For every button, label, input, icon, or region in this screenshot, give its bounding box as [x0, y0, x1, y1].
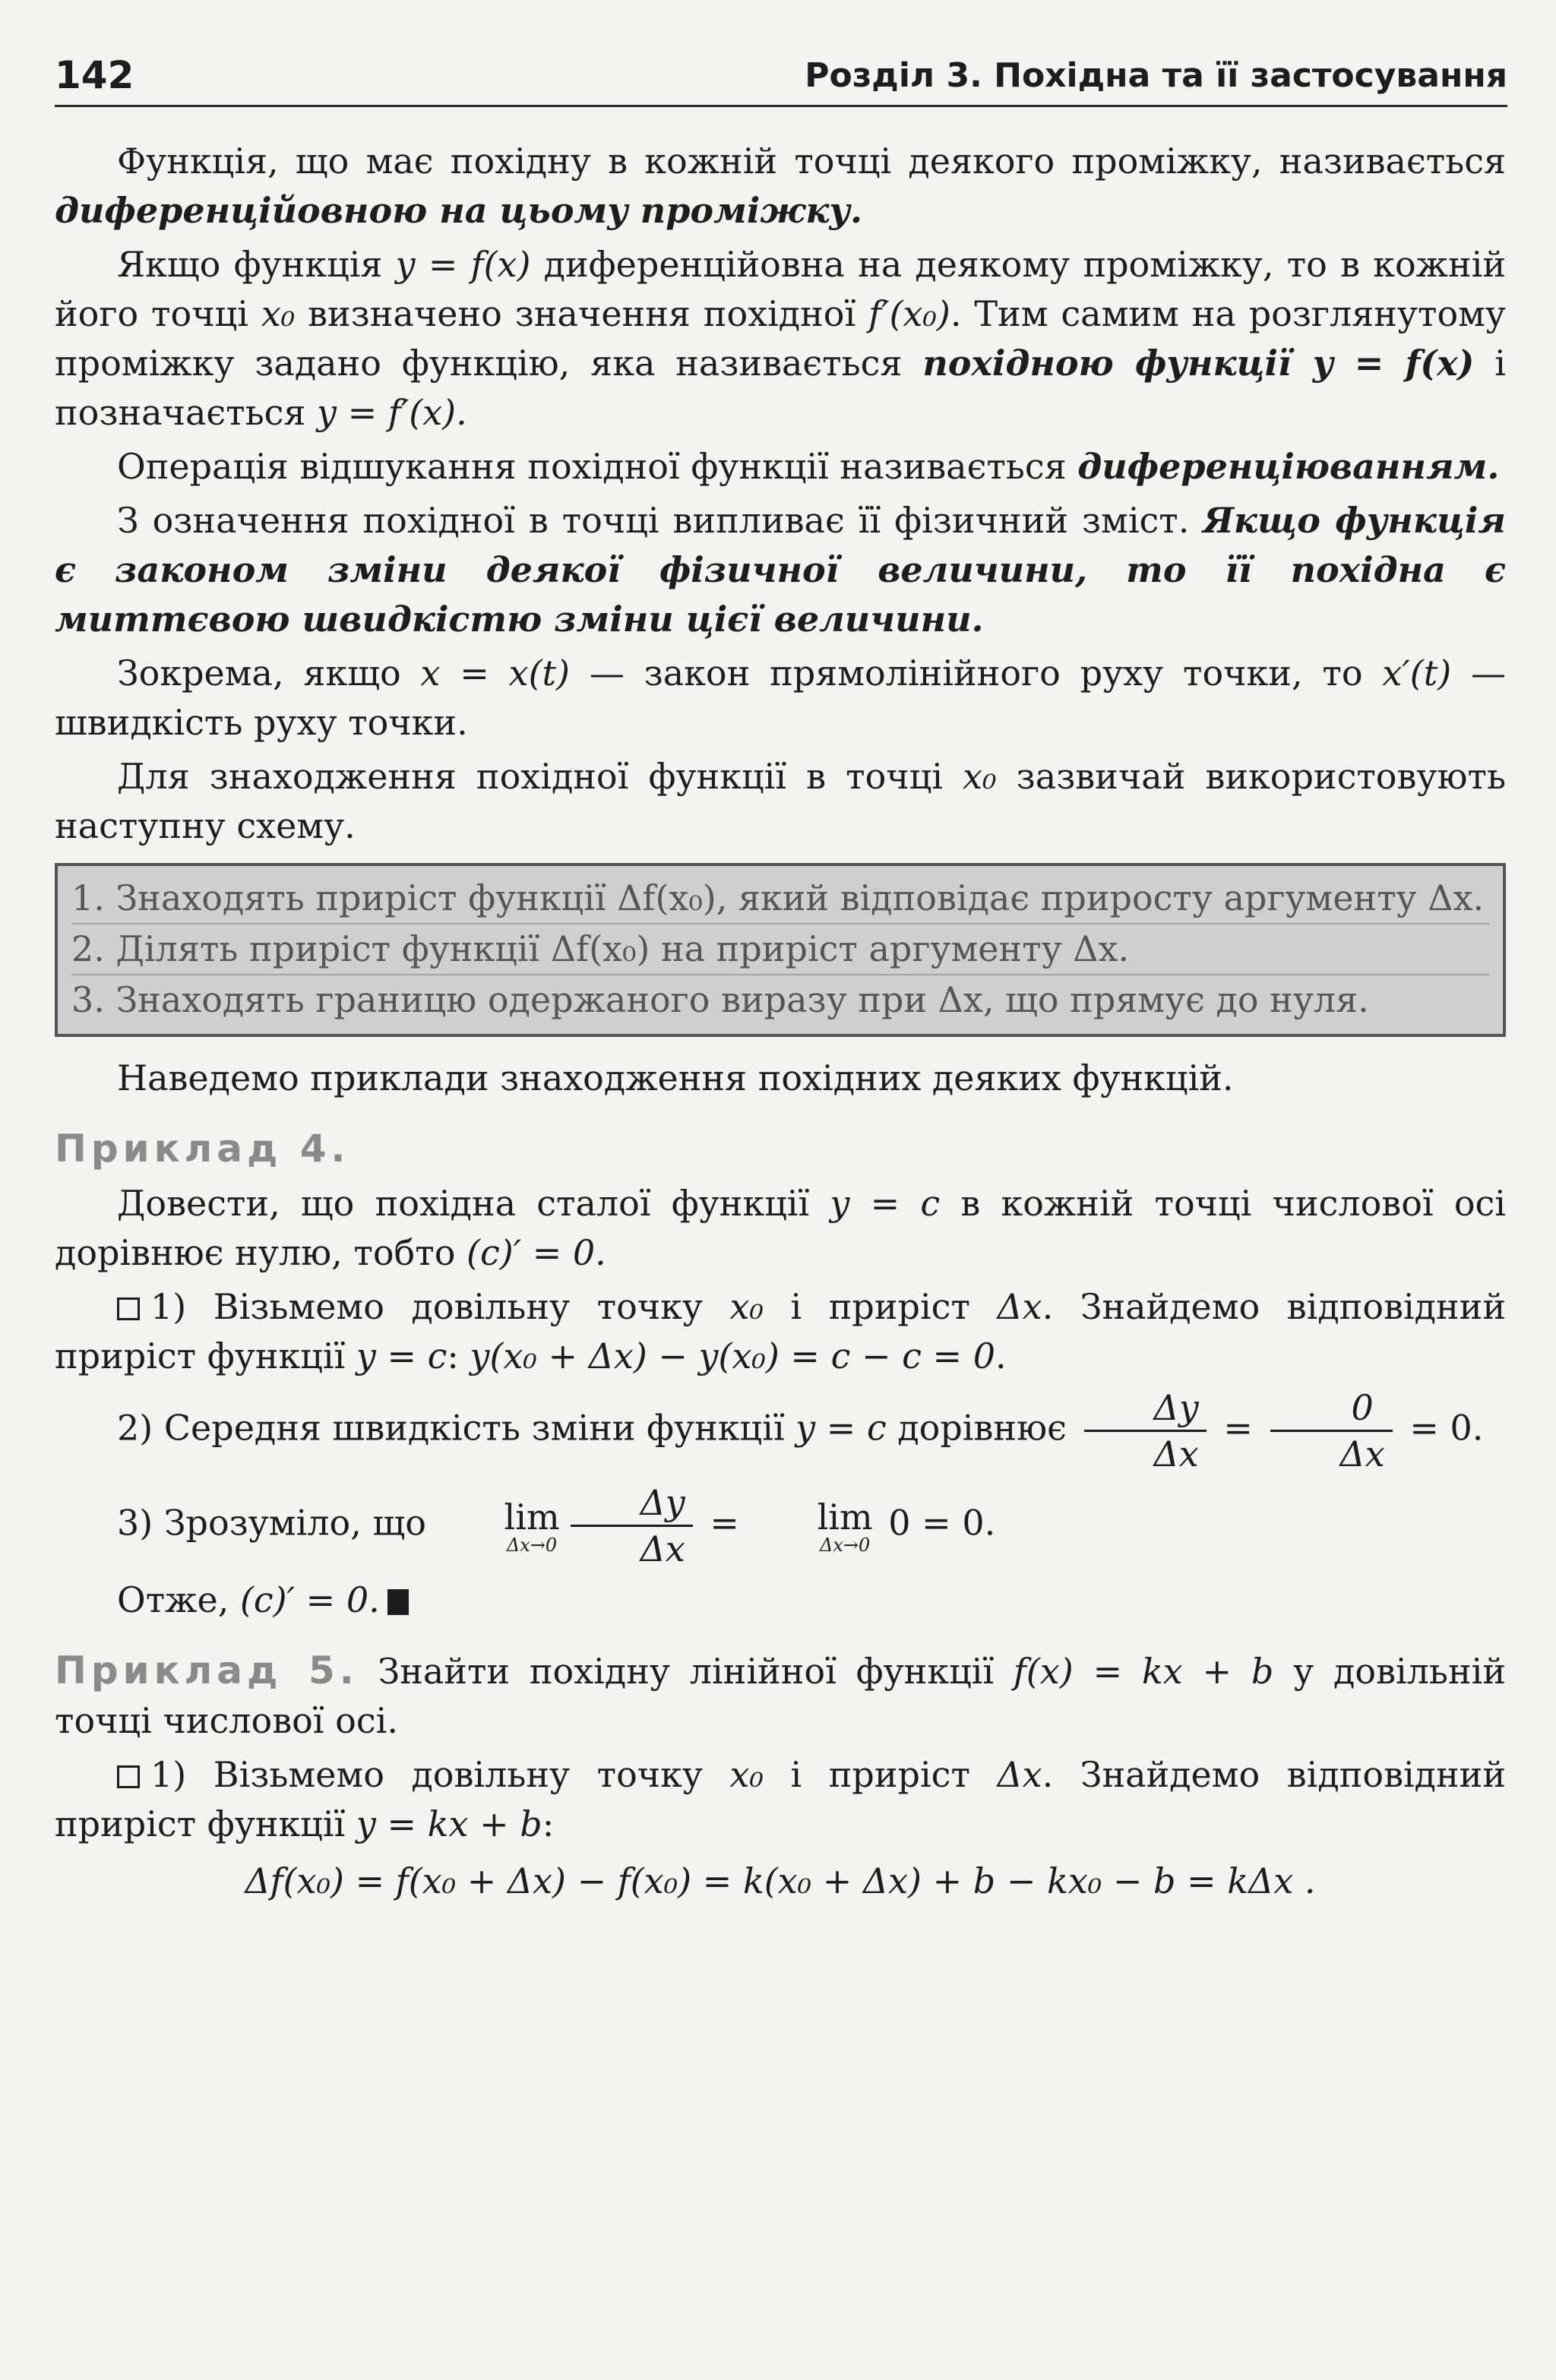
term-physical-meaning: Якщо функція є законом зміни деякої фізичної величини, то її похідна є миттєвою швидкістю зміни цієї величини.	[55, 500, 1506, 640]
limit-expression-2: lim Δx→0	[817, 1496, 873, 1556]
example-4-heading	[55, 1124, 1506, 1174]
section-title: Розділ 3. Похідна та її застосування	[805, 56, 1507, 95]
example-4-step-1: 1) Візьмемо довільну точку x₀ і приріст Δx. Знайдемо відповідний приріст функції y = c: y(x₀ + Δx) − y(x₀) = c − c = 0.	[55, 1286, 1506, 1376]
page-content	[55, 137, 1506, 1911]
header-rule	[55, 105, 1507, 107]
fraction-dy-dx: $\frac{\Delta y}{\Delta x}$	[1084, 1386, 1207, 1476]
paragraph-motion: Зокрема, якщо x = x(t) — закон прямолінійного руху точки, то x′(t) — швидкість руху точки.	[55, 653, 1507, 743]
example-4-task: Довести, що похідна сталої функції y = c в кожній точці числової осі дорівнює нулю, тобто (c)′ = 0.	[55, 1183, 1507, 1273]
paragraph-differentiation: Операція відшукання похідної функції називається диференціюванням.	[117, 446, 1500, 487]
paragraph-definition-differentiable: Функція, що має похідну в кожній точці деякого проміжку, називається диференційовною на цьому проміжку.	[55, 141, 1506, 231]
term-differentiation: диференціюванням.	[1077, 446, 1500, 487]
scheme-step-3: 3. Знаходять границю одержаного виразу при Δx, що прямує до нуля.	[71, 974, 1489, 1025]
example-5-formula: Δf(x₀) = f(x₀ + Δx) − f(x₀) = k(x₀ + Δx) + b − kx₀ − b = kΔx .	[245, 1860, 1316, 1901]
page-header	[55, 47, 1507, 108]
fraction-limit: $\frac{\Delta y}{\Delta x}$	[571, 1481, 693, 1571]
scheme-step-2: 2. Ділять приріст функції Δf(x₀) на приріст аргументу Δx.	[71, 923, 1489, 974]
example-4-step-2: 2) Середня швидкість зміни функції y = c дорівнює $\frac{\Delta y}{\Delta x}$ = $\frac{0}{\Delta x}$ = 0.	[117, 1387, 1484, 1474]
example-5-label: Приклад 5.	[55, 1648, 359, 1693]
fraction-zero-dx: $\frac{0}{\Delta x}$	[1270, 1386, 1393, 1476]
solution-start-square-icon	[117, 1765, 140, 1788]
example-5-task: Приклад 5. Знайти похідну лінійної функції f(x) = kx + b у довільній точці числової осі.	[55, 1648, 1506, 1741]
term-derivative-function: похідною функції y = f(x)	[922, 343, 1475, 384]
example-4-label: Приклад 4.	[55, 1127, 350, 1171]
example-5-step-1: 1) Візьмемо довільну точку x₀ і приріст Δx. Знайдемо відповідний приріст функції y = kx + b:	[55, 1754, 1506, 1844]
scheme-box	[55, 863, 1506, 1037]
limit-expression-1: lim Δx→0	[504, 1496, 560, 1556]
paragraph-physical-meaning: З означення похідної в точці випливає її фізичний зміст. Якщо функція є законом зміни деякої фізичної величини, то її похідна є миттєвою швидкістю зміни цієї величини.	[55, 500, 1506, 640]
page-number: 142	[55, 53, 134, 97]
example-4-conclusion: Отже, (c)′ = 0.	[55, 1576, 1506, 1625]
paragraph-derivative-function: Якщо функція y = f(x) диференційовна на деякому проміжку, то в кожній його точці x₀ визначено значення похідної f′(x₀). Тим самим на розглянутому проміжку задано функцію, яка називається похідною функції y = f(x) і позначається y = f′(x).	[55, 244, 1506, 433]
example-4-step-3: 3) Зрозуміло, що lim Δx→0 $\frac{\Delta y}{\Delta x}$ = lim Δx→0 0 = 0.	[117, 1482, 996, 1569]
scheme-step-1: 1. Знаходять приріст функції Δf(x₀), який відповідає приросту аргументу Δx.	[71, 877, 1485, 918]
solution-start-square-icon	[117, 1297, 140, 1320]
paragraph-scheme-intro: Для знаходження похідної функції в точці x₀ зазвичай використовують наступну схему.	[55, 756, 1506, 846]
solution-end-square-icon	[387, 1589, 409, 1615]
term-differentiable: диференційовною на цьому проміжку.	[55, 190, 863, 231]
paragraph-lead-in: Наведемо приклади знаходження похідних деяких функцій.	[117, 1057, 1234, 1098]
